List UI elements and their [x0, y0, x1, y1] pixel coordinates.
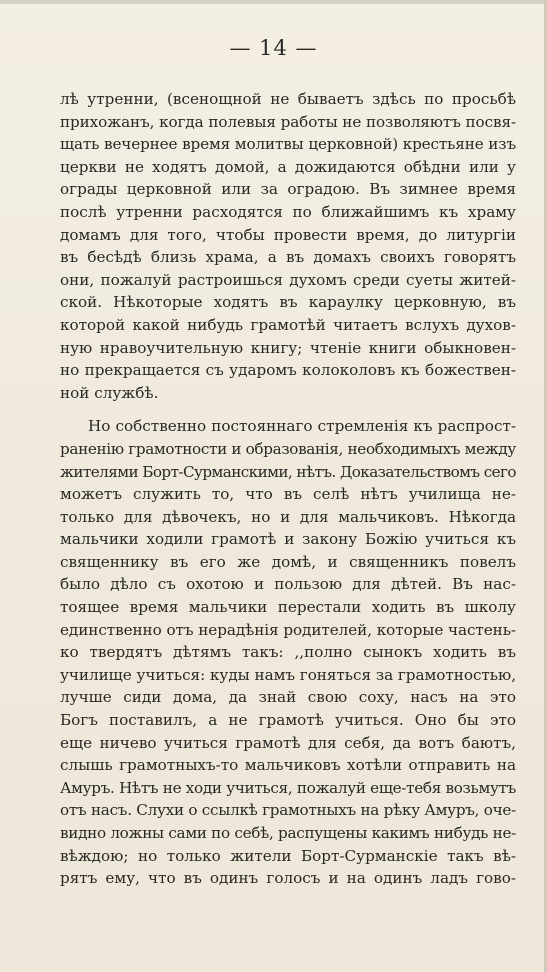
text-line: Амуръ. Нѣтъ не ходи учиться, пожалуй еще-тебя возьмутъ — [60, 778, 516, 797]
text-line: отъ насъ. Слухи о ссылкѣ грамотныхъ на рѣку Амуръ, оче- — [60, 801, 516, 820]
text-line: Но собственно постояннаго стремленія къ распрост- — [88, 417, 516, 436]
text-line: домамъ для того, чтобы провести время, до литургіи — [60, 225, 516, 244]
paragraph-1 — [60, 88, 516, 404]
text-line: было дѣло съ охотою и пользою для дѣтей. Въ нас- — [60, 575, 516, 594]
text-line: мальчики ходили грамотѣ и закону Божію учиться къ — [60, 530, 516, 549]
text-line: щать вечернее время молитвы церковной) крестьяне изъ — [60, 135, 516, 154]
paragraph-2 — [60, 415, 516, 889]
text-line: Богъ поставилъ, а не грамотѣ учиться. Оно бы это — [60, 711, 516, 730]
text-line: вѣждою; но только жители Борт-Сурманскіе такъ вѣ- — [60, 846, 516, 865]
text-line: ограды церковной или за оградою. Въ зимнее время — [60, 180, 516, 199]
paragraph-gap — [60, 404, 516, 415]
text-line: видно ложны сами по себѣ, распущены какимъ нибудь не- — [60, 824, 516, 842]
text-line: единственно отъ нерадѣнія родителей, которые частень- — [60, 620, 516, 639]
text-line: раненію грамотности и образованія, необходимыхъ между — [60, 439, 516, 458]
text-line: послѣ утренни расходятся по ближайшимъ къ храму — [60, 202, 516, 221]
text-line: слышь грамотныхъ-то мальчиковъ хотѣли отправить на — [60, 756, 516, 775]
text-line: ской. Нѣкоторые ходятъ въ караулку церковную, въ — [60, 293, 516, 312]
text-line: училище учиться: куды намъ гоняться за грамотностью, — [60, 665, 516, 684]
text-line: тоящее время мальчики перестали ходить въ школу — [60, 598, 516, 617]
text-line: священнику въ его же домѣ, и священникъ повелъ — [60, 552, 516, 571]
text-line: они, пожалуй растроишься духомъ среди суеты житей- — [60, 270, 516, 289]
text-line: но прекращается съ ударомъ колоколовъ къ божествен- — [60, 361, 516, 380]
text-line: жителями Борт-Сурманскими, нѣтъ. Доказательствомъ сего — [60, 462, 516, 481]
text-line: лѣ утренни, (всенощной не бываетъ здѣсь по просьбѣ — [60, 90, 516, 108]
page-top-edge — [0, 0, 547, 4]
text-line: которой какой нибудь грамотѣй читаетъ вслухъ духов- — [60, 315, 516, 334]
text-line: рятъ ему, что въ одинъ голосъ и на одинъ ладъ гово- — [60, 869, 516, 888]
text-line: ной службѣ. — [60, 383, 159, 402]
text-line: ко твердятъ дѣтямъ такъ: ,,полно сынокъ ходить въ — [60, 643, 516, 662]
text-line: прихожанъ, когда полевыя работы не позволяютъ посвя- — [60, 112, 516, 131]
page-number: — 14 — — [229, 36, 318, 60]
text-line: лучше сиди дома, да знай свою соху, насъ на это — [60, 688, 516, 707]
text-line: ную нравоучительную книгу; чтеніе книги обыкновен- — [60, 338, 516, 357]
text-line: можетъ служить то, что въ селѣ нѣтъ училища не- — [60, 485, 516, 504]
text-line: церкви не ходятъ домой, а дожидаются обѣдни или у — [60, 157, 516, 176]
text-line: въ бесѣдѣ близь храма, а въ домахъ своихъ говорятъ — [60, 248, 516, 267]
text-line: только для дѣвочекъ, но и для мальчиковъ. Нѣкогда — [60, 507, 516, 526]
body-text — [60, 88, 516, 890]
text-line: еще ничево учиться грамотѣ для себя, да вотъ баютъ, — [60, 733, 516, 752]
